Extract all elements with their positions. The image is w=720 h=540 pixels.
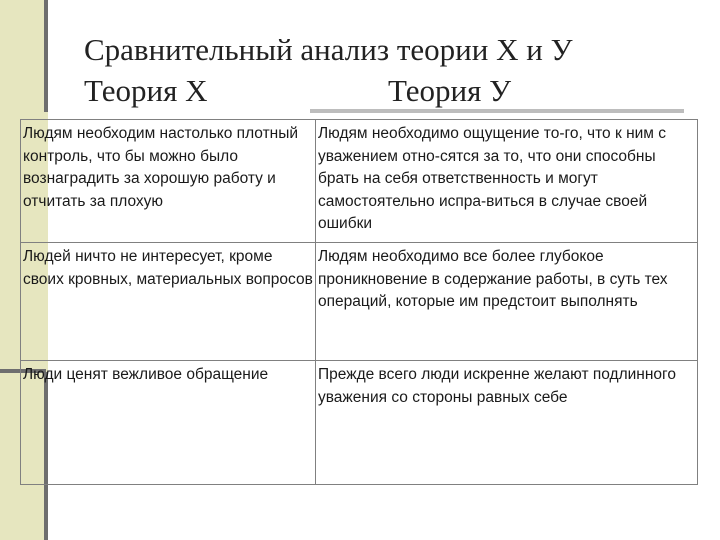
theory-x-cell: Людям необходим настолько плотный контроль, что бы можно было вознаградить за хорошую работу и отчитать за плохую (21, 120, 316, 243)
theory-x-heading: Теория X (84, 73, 208, 108)
theory-y-heading: Теория У (388, 73, 512, 108)
theory-x-cell: Люди ценят вежливое обращение (21, 361, 316, 485)
theory-x-cell: Людей ничто не интересует, кроме своих кровных, материальных вопросов (21, 243, 316, 361)
slide-title: Сравнительный анализ теории X и У (84, 32, 573, 67)
theory-y-cell: Людям необходимо все более глубокое проникновение в содержание работы, в суть тех операций, которые им предстоит выполнять (316, 243, 698, 361)
theory-y-cell: Прежде всего люди искренне желают подлинного уважения со стороны равных себе (316, 361, 698, 485)
theory-y-cell: Людям необходимо ощущение то-го, что к ним с уважением отно-сятся за то, что они способны брать на себя ответственность и могут самостоятельно испра-виться в случае своей ошибки (316, 120, 698, 243)
comparison-table (20, 119, 698, 485)
table-row (21, 361, 698, 485)
table-row (21, 243, 698, 361)
decorative-horizontal-bar (310, 109, 684, 113)
table-row (21, 120, 698, 243)
decorative-vertical-bar (44, 0, 48, 112)
